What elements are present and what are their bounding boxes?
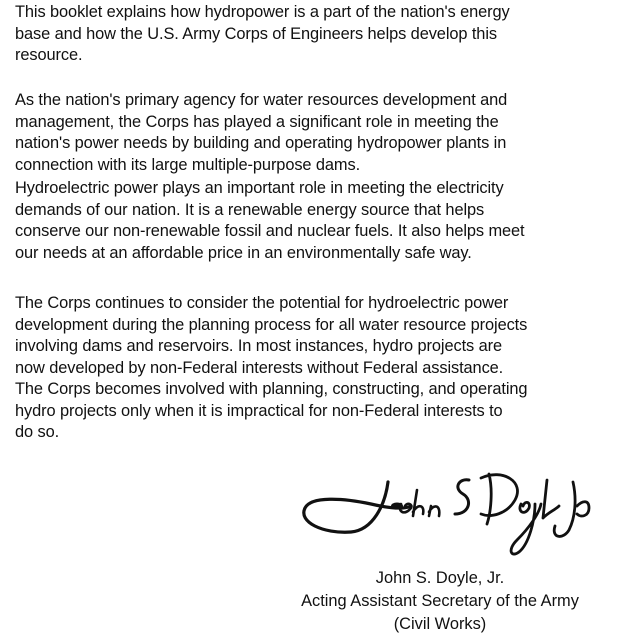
- signature-block: [250, 567, 630, 636]
- paragraph-corps-policy: The Corps continues to consider the potential for hydroelectric power development during the planning process for all water resource projects involving dams and reservoirs. In most instances, hydro projects are now developed by non-Federal interests without Federal assistance. The Corps becomes involved with planning, constructing, and operating hydro projects only when it is impractical for non-Federal interests to do so.: [15, 294, 528, 441]
- signatory-name: John S. Doyle, Jr.: [375, 569, 505, 587]
- handwritten-signature: [293, 460, 593, 572]
- signatory-office: (Civil Works): [393, 615, 487, 633]
- paragraph-hydro-importance: Hydroelectric power plays an important role in meeting the electricity demands of our nation. It is a renewable energy source that helps conserve our non-renewable fossil and nuclear fuels. It also helps meet our needs at an affordable price in an environmentally safe way.: [15, 179, 525, 262]
- paragraph-intro: This booklet explains how hydropower is a part of the nation's energy base and how the U.S. Army Corps of Engineers helps develop this resource.: [15, 3, 510, 64]
- signatory-title: Acting Assistant Secretary of the Army: [301, 592, 579, 610]
- paragraph-corps-role: As the nation's primary agency for water resources development and management, the Corps has played a significant role in meeting the nation's power needs by building and operating hydropower plants in connection with its large multiple-purpose dams.: [15, 91, 508, 174]
